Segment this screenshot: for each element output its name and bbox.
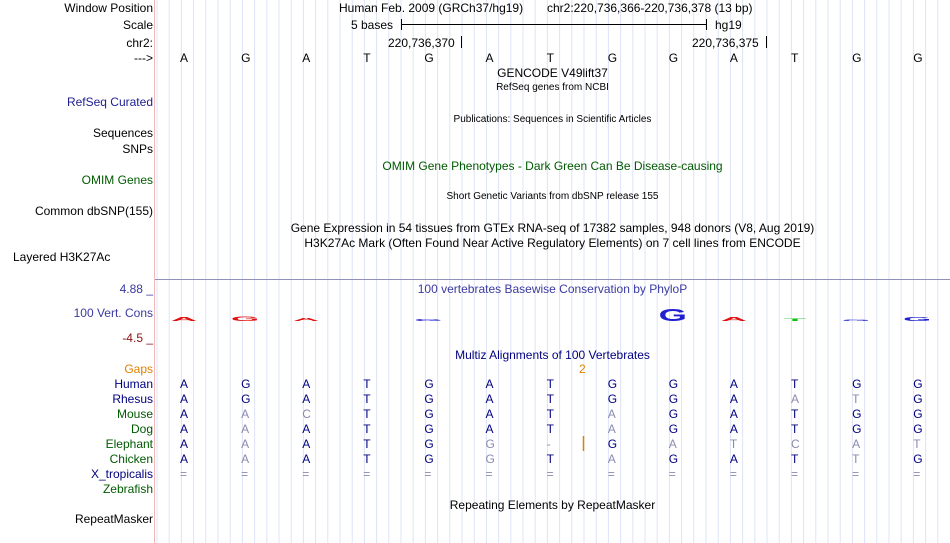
alignment-base: A: [302, 377, 311, 391]
alignment-base: T: [546, 407, 554, 421]
base-letter: A: [180, 51, 189, 65]
repeatmasker-label[interactable]: RepeatMasker: [74, 512, 153, 526]
alignment-base: G: [852, 407, 862, 421]
alignment-base: T: [363, 392, 371, 406]
alignment-base: A: [180, 437, 189, 451]
alignment-base: =: [852, 467, 860, 481]
dbsnp-label[interactable]: Common dbSNP(155): [34, 204, 153, 218]
alignment-base: G: [485, 452, 495, 466]
species-label[interactable]: Mouse: [116, 407, 153, 421]
alignment-base: G: [607, 392, 618, 406]
alignment-base: A: [607, 407, 616, 421]
alignment-base: A: [485, 392, 494, 406]
publications-track-title[interactable]: Publications: Sequences in Scientific Articles: [453, 114, 652, 125]
multiz-track-title[interactable]: Multiz Alignments of 100 Vertebrates: [455, 348, 650, 362]
species-label[interactable]: Rhesus: [112, 392, 153, 406]
phylop-max: 4.88 _: [119, 282, 153, 296]
alignment-base: T: [791, 422, 799, 436]
species-label[interactable]: Human: [114, 377, 153, 391]
alignment-base: A: [180, 392, 189, 406]
alignment-base: T: [546, 377, 554, 391]
alignment-base: A: [302, 392, 311, 406]
alignment-base: G: [424, 437, 434, 451]
coord-left: 220,736,370: [388, 36, 455, 50]
phylop-label[interactable]: 100 Vert. Cons: [73, 306, 153, 320]
alignment-base: T: [363, 452, 371, 466]
alignment-base: A: [668, 437, 677, 451]
alignment-base: A: [729, 407, 738, 421]
alignment-base: G: [424, 422, 434, 436]
alignment-base: A: [791, 392, 800, 406]
alignment-base: G: [913, 407, 923, 421]
dbsnp-track-title[interactable]: Short Genetic Variants from dbSNP release 155: [446, 191, 659, 202]
alignment-base: =: [546, 467, 554, 481]
alignment-base: =: [791, 467, 799, 481]
alignment-base: G: [607, 437, 618, 451]
base-letter: G: [424, 51, 434, 65]
alignment-base: A: [180, 452, 189, 466]
alignment-base: T: [363, 377, 371, 391]
alignment-base: A: [729, 392, 738, 406]
alignment-base: T: [546, 452, 554, 466]
chrom-label: chr2:: [126, 36, 153, 50]
alignment-base: A: [607, 422, 616, 436]
alignment-base: G: [424, 377, 434, 391]
base-letter: G: [607, 51, 618, 65]
window-position-label: Window Position: [64, 1, 153, 15]
alignment-base: =: [607, 467, 615, 481]
phylop-logo-letter: G: [230, 314, 260, 323]
h3k27ac-track-title[interactable]: H3K27Ac Mark (Often Found Near Active Regulatory Elements) on 7 cell lines from ENCODE: [304, 236, 801, 250]
snps-label[interactable]: SNPs: [122, 142, 153, 156]
alignment-base: G: [424, 407, 434, 421]
alignment-base: A: [607, 452, 616, 466]
alignment-base: A: [729, 452, 738, 466]
alignment-base: A: [180, 422, 189, 436]
phylop-logo-letter: A: [293, 317, 320, 323]
base-letter: G: [913, 51, 923, 65]
alignment-base: =: [302, 467, 310, 481]
base-letter: T: [363, 51, 371, 65]
alignment-base: T: [791, 377, 799, 391]
alignment-base: G: [913, 377, 923, 391]
alignment-base: A: [485, 422, 494, 436]
alignment-base: G: [668, 452, 679, 466]
alignment-base: G: [485, 437, 495, 451]
alignment-base: =: [180, 467, 188, 481]
alignment-base: A: [729, 422, 738, 436]
alignment-base: T: [729, 437, 738, 451]
omim-label[interactable]: OMIM Genes: [81, 173, 153, 187]
coord-right: 220,736,375: [692, 36, 759, 50]
alignment-base: G: [852, 377, 862, 391]
species-label[interactable]: Chicken: [109, 452, 153, 466]
alignment-base: G: [668, 422, 679, 436]
alignment-base: A: [241, 452, 250, 466]
alignment-base: =: [729, 467, 737, 481]
alignment-base: G: [852, 422, 862, 436]
alignment-base: T: [791, 452, 799, 466]
gtex-track-title[interactable]: Gene Expression in 54 tissues from GTEx RNA-seq of 17382 samples, 948 donors (V8, Aug 2019): [290, 221, 815, 235]
alignment-base: G: [424, 452, 434, 466]
alignment-base: =: [913, 467, 921, 481]
alignment-base: A: [241, 422, 250, 436]
refseq-track-title[interactable]: RefSeq genes from NCBI: [496, 82, 609, 93]
alignment-base: G: [668, 377, 679, 391]
alignment-base: A: [180, 407, 189, 421]
base-letter: G: [668, 51, 679, 65]
alignment-base: G: [607, 377, 618, 391]
position-label: chr2:220,736,366-220,736,378 (13 bp): [547, 1, 753, 15]
phylop-logo-letter: G: [658, 305, 687, 326]
alignment-base: A: [302, 437, 311, 451]
alignment-base: T: [546, 422, 554, 436]
alignment-base: T: [546, 392, 554, 406]
species-label[interactable]: Elephant: [105, 437, 153, 451]
species-label[interactable]: X_tropicalis: [90, 467, 153, 481]
omim-track-title[interactable]: OMIM Gene Phenotypes - Dark Green Can Be Disease-causing: [382, 159, 723, 173]
sequences-label[interactable]: Sequences: [92, 126, 153, 140]
alignment-base: =: [424, 467, 432, 481]
assembly-label: Human Feb. 2009 (GRCh37/hg19): [339, 1, 524, 15]
scale-db: hg19: [715, 18, 742, 32]
alignment-base: T: [791, 407, 799, 421]
base-letter: A: [485, 51, 494, 65]
gaps-label[interactable]: Gaps: [124, 362, 153, 376]
alignment-base: T: [363, 437, 371, 451]
repeatmasker-track-title[interactable]: Repeating Elements by RepeatMasker: [449, 498, 656, 512]
alignment-base: -: [546, 437, 551, 451]
phylop-logo-letter: A: [170, 316, 198, 323]
base-letter: A: [302, 51, 311, 65]
alignment-base: T: [363, 407, 371, 421]
phylop-logo-letter: T: [783, 317, 807, 322]
alignment-base: G: [668, 407, 679, 421]
alignment-base: G: [913, 392, 923, 406]
alignment-base: A: [485, 377, 494, 391]
alignment-base: A: [852, 437, 861, 451]
base-letter: T: [791, 51, 799, 65]
alignment-base: T: [913, 437, 921, 451]
alignment-base: G: [424, 392, 434, 406]
alignment-base: =: [241, 467, 249, 481]
alignment-base: A: [302, 422, 311, 436]
alignment-base: A: [180, 377, 189, 391]
h3k27ac-label[interactable]: Layered H3K27Ac: [13, 250, 111, 264]
refseq-label[interactable]: RefSeq Curated: [66, 95, 153, 109]
species-label[interactable]: Zebrafish: [102, 482, 153, 496]
alignment-base: =: [363, 467, 371, 481]
phylop-logo-letter: G: [414, 318, 443, 322]
phylop-logo-letter: G: [903, 315, 932, 323]
scale-label: Scale: [122, 18, 153, 32]
scale-bases: 5 bases: [351, 18, 394, 32]
alignment-base: G: [241, 392, 251, 406]
phylop-logo-letter: G: [841, 319, 871, 322]
alignment-base: C: [791, 437, 800, 451]
alignment-base: A: [241, 407, 250, 421]
phylop-logo-letter: A: [720, 316, 748, 323]
alignment-base: A: [302, 452, 311, 466]
base-letter: T: [546, 51, 554, 65]
species-label[interactable]: Dog: [130, 422, 153, 436]
gencode-track-title[interactable]: GENCODE V49lift37: [497, 66, 608, 80]
alignment-base: G: [913, 422, 923, 436]
alignment-base: T: [363, 422, 371, 436]
alignment-base: A: [729, 377, 738, 391]
alignment-base: T: [852, 392, 860, 406]
alignment-base: G: [913, 452, 923, 466]
phylop-min: -4.5 _: [122, 331, 153, 345]
base-letter: G: [852, 51, 862, 65]
base-letter: A: [729, 51, 738, 65]
alignment-base: C: [302, 407, 311, 421]
alignment-base: G: [241, 377, 251, 391]
base-letter: G: [241, 51, 251, 65]
alignment-base: A: [241, 437, 250, 451]
strand-label: --->: [134, 51, 153, 65]
alignment-base: T: [852, 452, 860, 466]
alignment-base: =: [668, 467, 676, 481]
alignment-base: =: [485, 467, 493, 481]
phylop-track-title[interactable]: 100 vertebrates Basewise Conservation by PhyloP: [417, 282, 688, 296]
alignment-base: A: [485, 407, 494, 421]
gap-count: 2: [579, 362, 586, 376]
alignment-base: G: [668, 392, 679, 406]
